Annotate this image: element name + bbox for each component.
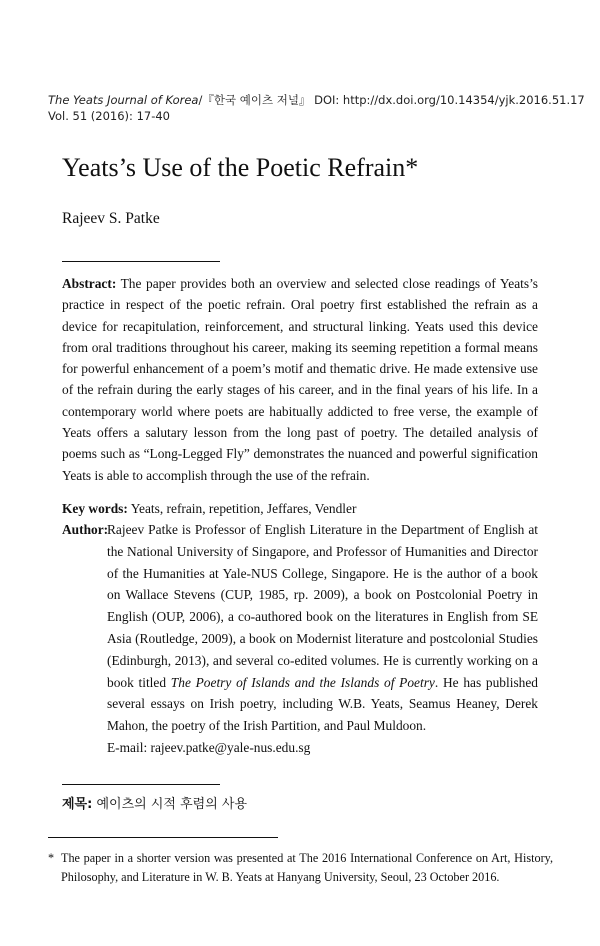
author-email[interactable]: E-mail: rajeev.patke@yale-nus.edu.sg xyxy=(107,739,311,755)
volume-info: Vol. 51 (2016): 17-40 xyxy=(48,109,170,123)
keywords-line xyxy=(62,498,538,519)
article-title: Yeats’s Use of the Poetic Refrain* xyxy=(62,153,419,182)
footnote-text: The paper in a shorter version was presented at The 2016 International Conference on Art, History, Philosophy, and Literature in W. B. Yeats at Hanyang University, Seoul, 23 October 2016. xyxy=(61,851,553,884)
abstract-label: Abstract: xyxy=(62,276,117,291)
keywords-label: Key words: xyxy=(62,501,128,516)
footnote xyxy=(48,849,553,887)
keywords-text: Yeats, refrain, repetition, Jeffares, Vendler xyxy=(127,501,357,516)
author-bio-text: Rajeev Patke is Professor of English Literature in the Department of English at the National University of Singapore, and Professor of Humanities and Director of the Humanities at Yale-NUS College, Singapore. He is the author of a book on Wallace Stevens (CUP, 1985, rp. 2009), a book on Postcolonial Poetry in English (OUP, 2006), a co-authored book on the literatures in English from SE Asia (Routledge, 2009), a book on Modernist literature and postcolonial Studies (Edinburgh, 2013), and several co-edited volumes. He is currently working on a book titled xyxy=(107,522,538,690)
author-bio xyxy=(107,519,538,737)
doi-link[interactable]: DOI: http://dx.doi.org/10.14354/yjk.2016.51.17 xyxy=(310,93,585,107)
author-info-block xyxy=(62,519,538,759)
journal-citation-line xyxy=(48,92,585,108)
divider-rule xyxy=(62,784,220,785)
korean-title-text: 예이츠의 시적 후렴의 사용 xyxy=(92,797,247,812)
divider-rule xyxy=(62,261,220,262)
article-author: Rajeev S. Patke xyxy=(62,210,160,227)
korean-title-label: 제목: xyxy=(62,797,93,812)
korean-title-line xyxy=(62,796,247,814)
author-bio-text-continued: . He has published several essays on Irish poetry, including W.B. Yeats, Seamus Heaney, Derek Mahon, the poetry of the Irish Partition, and Paul Muldoon. xyxy=(107,674,538,734)
journal-header xyxy=(48,92,585,124)
abstract-block xyxy=(62,273,538,486)
footnote-mark: * xyxy=(48,851,55,865)
author-label: Author: xyxy=(62,522,109,537)
book-title: The Poetry of Islands and the Islands of Poetry xyxy=(170,674,435,690)
journal-korean-name: /『한국 예이츠 저널』 xyxy=(198,93,311,107)
abstract-text: The paper provides both an overview and selected close readings of Yeats’s practice in respect of the poetic refrain. Oral poetry first established the refrain as a device for recapitulation, reinforcement, and structural linking. Yeats used this device from oral traditions throughout his career, making its seeming repetition a formal means for powerful enhancement of a poem’s motif and thematic drive. He made extensive use of the refrain during the early stages of his career, and in the final years of his life. In a contemporary world where poets are habitually addicted to free verse, the example of Yeats offers a salutary lesson from the long past of poetry. The detailed analysis of poems such as “Long-Legged Fly” demonstrates the nuanced and powerful signification Yeats is able to accomplish through the use of the refrain. xyxy=(62,276,538,483)
footnote-rule xyxy=(48,837,278,838)
journal-name: The Yeats Journal of Korea xyxy=(48,93,199,107)
